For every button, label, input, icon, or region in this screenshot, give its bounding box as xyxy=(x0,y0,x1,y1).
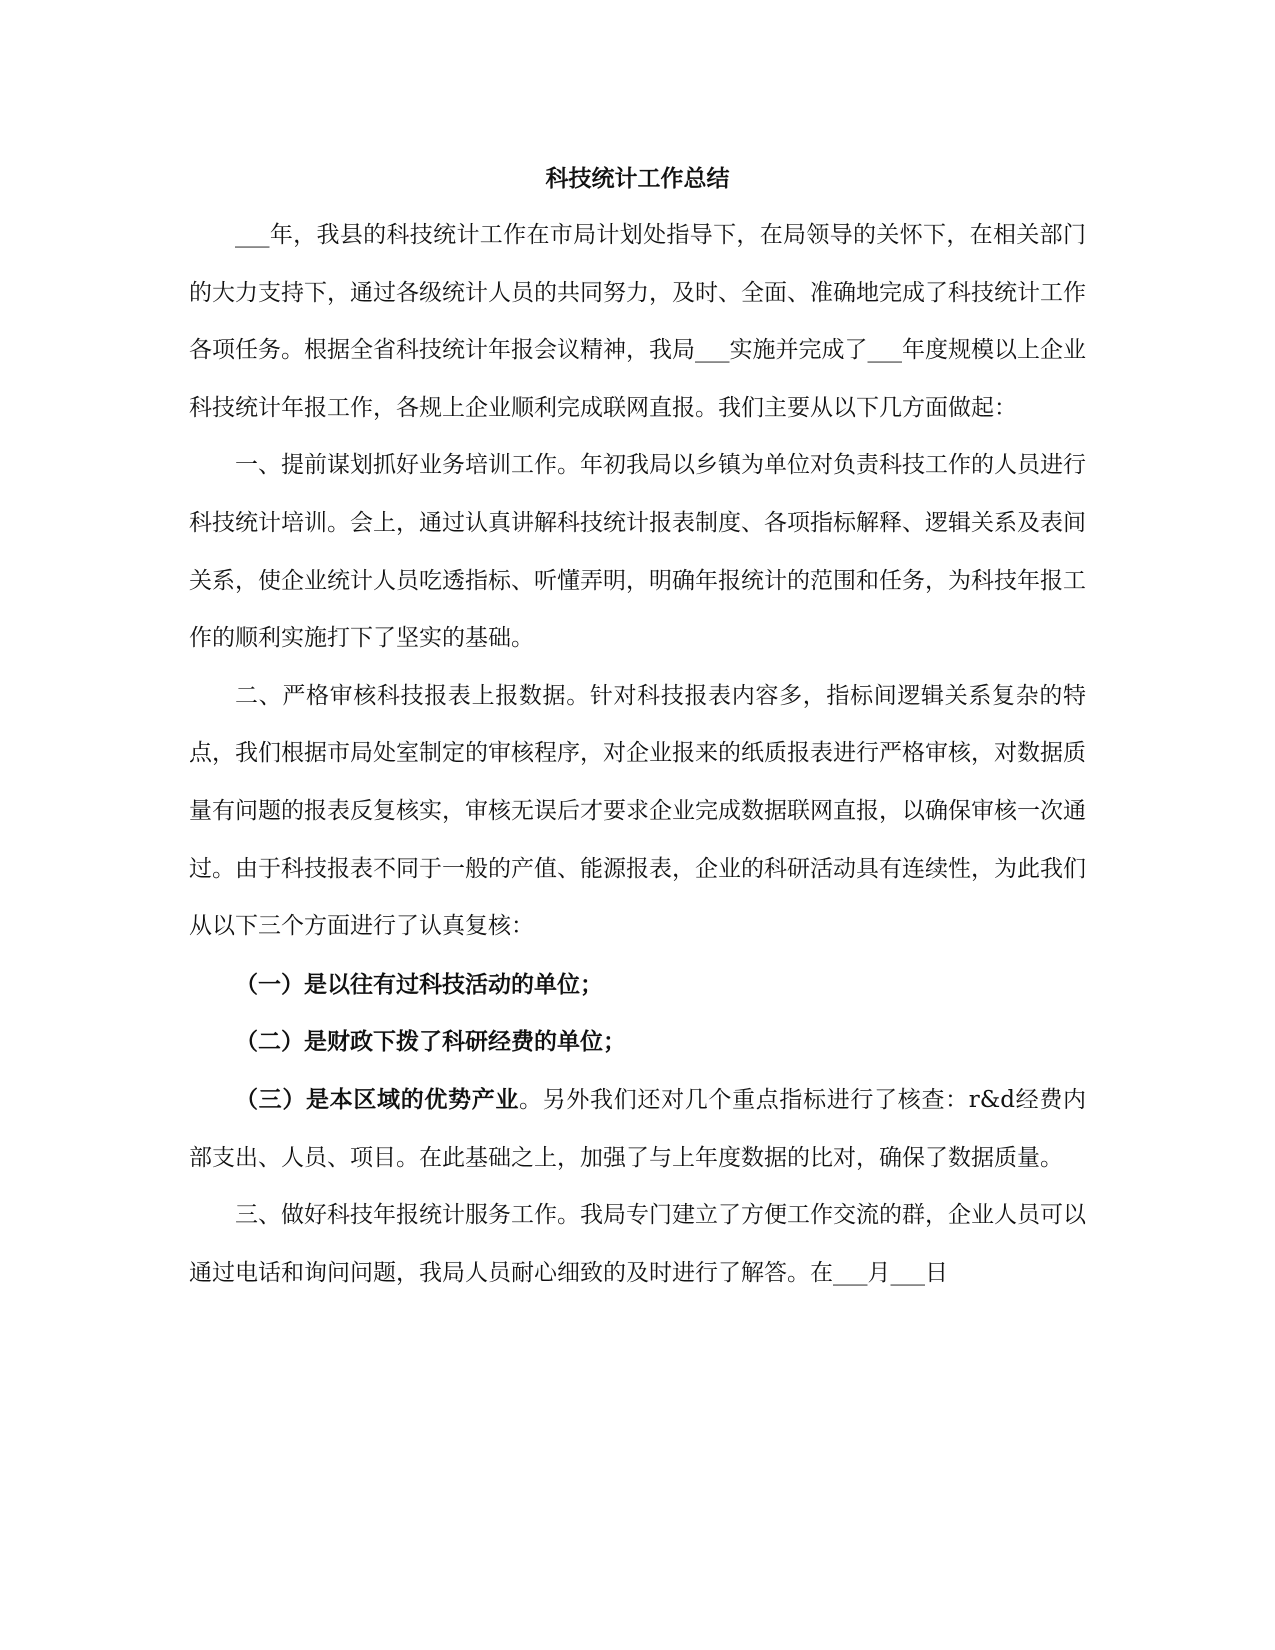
review-item-2: （二）是财政下拨了科研经费的单位； xyxy=(235,1028,626,1056)
paragraph-service: 三、做好科技年报统计服务工作。我局专门建立了方便工作交流的群，企业人员可以通过电话和询问问题，我局人员耐心细致的及时进行了解答。在___月___日 xyxy=(189,1202,1086,1286)
paragraph-intro: ___年，我县的科技统计工作在市局计划处指导下，在局领导的关怀下，在相关部门的大力支持下，通过各级统计人员的共同努力，及时、全面、准确地完成了科技统计工作各项任务。根据全省科技统计年报会议精神，我局___实施并完成了___年度规模以上企业科技统计年报工作，各规上企业顺利完成联网直报。我们主要从以下几方面做起： xyxy=(189,222,1086,421)
review-item-1: （一）是以往有过科技活动的单位； xyxy=(235,970,603,998)
paragraph-training: 一、提前谋划抓好业务培训工作。年初我局以乡镇为单位对负责科技工作的人员进行科技统计培训。会上，通过认真讲解科技统计报表制度、各项指标解释、逻辑关系及表间关系，使企业统计人员吃透指标、听懂弄明，明确年报统计的范围和任务，为科技年报工作的顺利实施打下了坚实的基础。 xyxy=(189,452,1086,652)
review-item-3 xyxy=(189,1071,1086,1187)
document-title: 科技统计工作总结 xyxy=(545,165,730,192)
review-item-3-heading: （三）是本区域的优势产业 xyxy=(235,1085,520,1113)
paragraph-review: 二、严格审核科技报表上报数据。针对科技报表内容多，指标间逻辑关系复杂的特点，我们根据市局处室制定的审核程序，对企业报来的纸质报表进行严格审核，对数据质量有问题的报表反复核实，审核无误后才要求企业完成数据联网直报，以确保审核一次通过。由于科技报表不同于一般的产值、能源报表，企业的科研活动具有连续性，为此我们从以下三个方面进行了认真复核： xyxy=(189,682,1086,940)
review-item-3-text: 。另外我们还对几个重点指标进行了核查：r&d经费内部支出、人员、项目。在此基础之上，加强了与上年度数据的比对，确保了数据质量。 xyxy=(189,1086,1086,1171)
document-body xyxy=(189,150,1086,1302)
